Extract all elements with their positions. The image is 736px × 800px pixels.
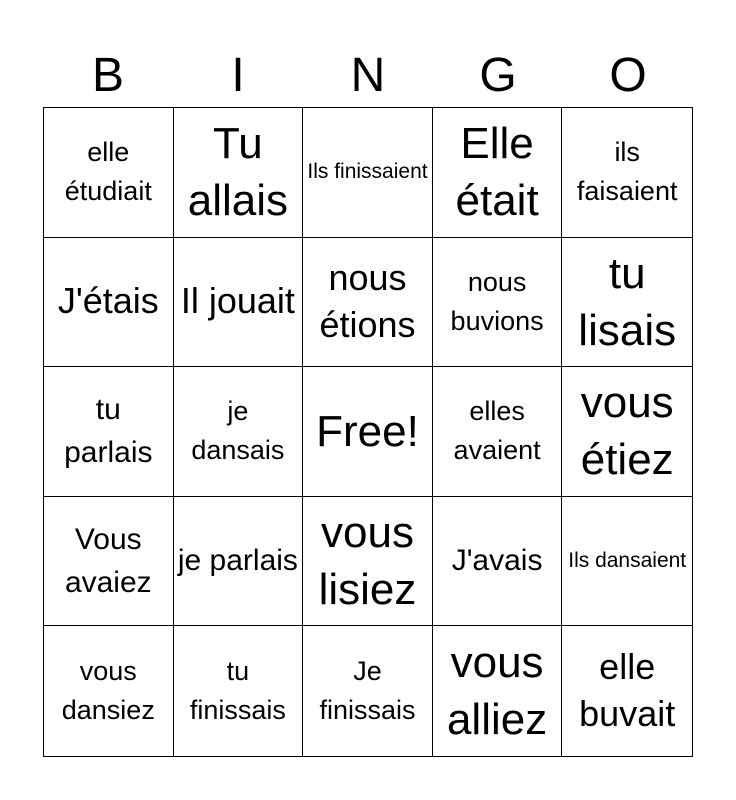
- bingo-grid: [43, 107, 693, 757]
- bingo-cell-text: J'étais: [57, 280, 159, 322]
- bingo-cell-text: vous lisiez: [318, 507, 417, 615]
- bingo-cell-text: ils faisaient: [576, 137, 678, 207]
- bingo-cell[interactable]: [433, 497, 563, 627]
- bingo-cell-text: elle étudiait: [64, 137, 152, 207]
- bingo-cell[interactable]: [303, 497, 433, 627]
- bingo-cell[interactable]: [174, 108, 304, 238]
- bingo-cell[interactable]: [303, 108, 433, 238]
- bingo-cell[interactable]: [174, 367, 304, 497]
- bingo-cell-text: vous étiez: [580, 378, 674, 485]
- bingo-cell-text: Ils finissaient: [307, 160, 428, 184]
- bingo-cell-text: Elle était: [455, 119, 539, 226]
- bingo-cell[interactable]: [562, 626, 692, 756]
- bingo-cell-text: nous étions: [319, 257, 416, 345]
- bingo-cell[interactable]: [562, 108, 692, 238]
- bingo-cell[interactable]: [303, 367, 433, 497]
- bingo-cell-text: elle buvait: [579, 646, 676, 735]
- bingo-cell[interactable]: [562, 367, 692, 497]
- bingo-cell-text: tu finissais: [189, 656, 286, 726]
- bingo-cell-text: vous alliez: [446, 638, 548, 745]
- bingo-cell-text: J'avais: [451, 544, 543, 578]
- header-letter-b: B: [91, 49, 124, 102]
- bingo-cell[interactable]: [562, 497, 692, 627]
- bingo-cell[interactable]: [303, 626, 433, 756]
- bingo-cell[interactable]: [562, 238, 692, 368]
- bingo-cell-text: Free!: [316, 406, 419, 456]
- bingo-cell[interactable]: [433, 108, 563, 238]
- header-letter-i: I: [231, 49, 245, 102]
- bingo-cell-text: tu lisais: [578, 248, 677, 355]
- bingo-header: [43, 46, 693, 106]
- bingo-cell-text: elles avaient: [453, 396, 541, 466]
- bingo-cell[interactable]: [44, 108, 174, 238]
- bingo-cell[interactable]: [433, 367, 563, 497]
- bingo-cell-text: Tu allais: [187, 119, 289, 226]
- bingo-cell-text: Ils dansaient: [568, 548, 687, 572]
- bingo-cell-text: vous dansiez: [61, 656, 155, 726]
- bingo-cell[interactable]: [174, 497, 304, 627]
- bingo-cell-text: Je finissais: [319, 656, 416, 726]
- header-letter-n: N: [350, 49, 386, 102]
- bingo-cell[interactable]: [174, 238, 304, 368]
- header-letter-g: G: [479, 49, 517, 102]
- bingo-cell[interactable]: [44, 367, 174, 497]
- bingo-cell-text: Il jouait: [180, 280, 295, 322]
- bingo-cell[interactable]: [303, 238, 433, 368]
- bingo-cell-text: tu parlais: [64, 392, 153, 470]
- bingo-cell-text: je parlais: [177, 544, 298, 578]
- bingo-cell-text: nous buvions: [450, 266, 544, 336]
- header-letter-o: O: [609, 49, 647, 102]
- bingo-cell[interactable]: [44, 497, 174, 627]
- bingo-cell-text: je dansais: [191, 396, 285, 466]
- bingo-cell[interactable]: [174, 626, 304, 756]
- bingo-cell-text: Vous avaiez: [64, 522, 152, 600]
- bingo-cell[interactable]: [44, 238, 174, 368]
- bingo-cell[interactable]: [44, 626, 174, 756]
- bingo-cell[interactable]: [433, 626, 563, 756]
- bingo-cell[interactable]: [433, 238, 563, 368]
